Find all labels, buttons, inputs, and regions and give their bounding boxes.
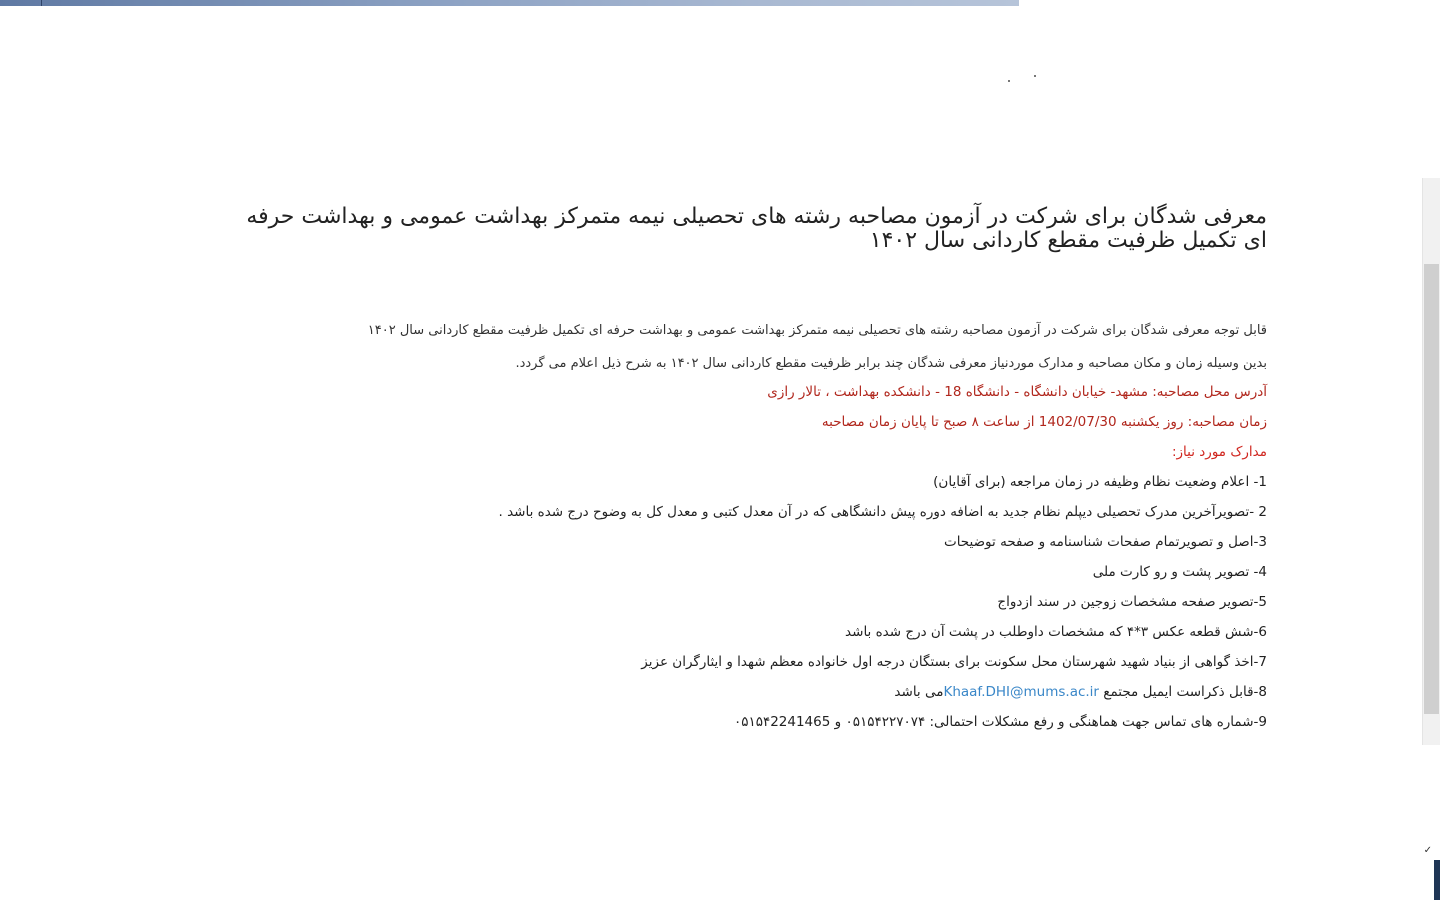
email-link[interactable]: Khaaf.DHI@mums.ac.ir <box>943 684 1099 700</box>
email-item-prefix: 8-قابل ذکراست ایمیل مجتمع <box>1098 684 1267 700</box>
phone-number-2: ۰۵۱۵۴2241465 <box>733 714 831 730</box>
banner-divider <box>41 0 42 6</box>
intro-paragraph-1: قابل توجه معرفی شدگان برای شرکت در آزمون مصاحبه رشته های تحصیلی نیمه متمرکز بهداشت عمومی و بهداشت حرفه ای تکمیل ظرفیت مقطع کاردانی سال ۱۴۰۲ <box>367 323 1267 338</box>
scrollbar[interactable] <box>1422 178 1440 745</box>
list-item: 1- اعلام وضعیت نظام وظیفه در زمان مراجعه (برای آقایان) <box>933 474 1267 490</box>
intro-paragraph-2: بدین وسیله زمان و مکان مصاحبه و مدارک موردنیاز معرفی شدگان چند برابر ظرفیت مقطع کاردانی سال ۱۴۰۲ به شرح ذیل اعلام می گردد. <box>515 356 1267 371</box>
phone-item-prefix: 9-شماره های تماس جهت هماهنگی و رفع مشکلات احتمالی: <box>925 714 1267 730</box>
stray-mark <box>1008 80 1010 82</box>
corner-handle[interactable] <box>1434 860 1440 900</box>
article-title: معرفی شدگان برای شرکت در آزمون مصاحبه رشته های تحصیلی نیمه متمرکز بهداشت عمومی و بهداشت حرفه ای تکمیل ظرفیت مقطع کاردانی سال ۱۴۰۲ <box>246 204 1267 253</box>
stray-mark <box>1034 75 1036 77</box>
list-item: 6-شش قطعه عکس ۳*۴ که مشخصات داوطلب در پشت آن درج شده باشد <box>845 624 1267 640</box>
email-item-suffix: می باشد <box>894 684 944 700</box>
list-item: 5-تصویر صفحه مشخصات زوجین در سند ازدواج <box>997 594 1267 610</box>
list-item: 2 -تصویرآخرین مدرک تحصیلی دیپلم نظام جدید به اضافه دوره پیش دانشگاهی که در آن معدل کتبی و معدل کل به وضوح درج شده باشد . <box>498 504 1267 520</box>
required-documents-heading: مدارک مورد نیاز: <box>1171 444 1267 460</box>
list-item: 7-اخذ گواهی از بنیاد شهید شهرستان محل سکونت برای بستگان درجه اول خانواده معظم شهدا و ایثارگران عزیز <box>641 654 1267 670</box>
phone-joiner: و <box>830 714 846 730</box>
top-banner-image <box>0 0 1019 6</box>
list-item-phone <box>240 707 1267 737</box>
interview-address: آدرس محل مصاحبه: مشهد- خیابان دانشگاه - دانشگاه 18 - دانشکده بهداشت ، تالار رازی <box>767 384 1267 400</box>
phone-number-1: ۰۵۱۵۴۲۲۷۰۷۴ <box>845 714 926 730</box>
list-item: 3-اصل و تصویرتمام صفحات شناسنامه و صفحه توضیحات <box>943 534 1267 550</box>
list-item-email <box>240 677 1267 707</box>
list-item: 4- تصویر پشت و رو کارت ملی <box>1092 564 1267 580</box>
news-article <box>240 205 1267 737</box>
chevron-down-icon[interactable]: ✓ <box>1423 845 1432 856</box>
interview-time: زمان مصاحبه: روز یکشنبه 1402/07/30 از ساعت ۸ صبح تا پایان زمان مصاحبه <box>821 414 1267 430</box>
scrollbar-thumb[interactable] <box>1424 264 1439 714</box>
